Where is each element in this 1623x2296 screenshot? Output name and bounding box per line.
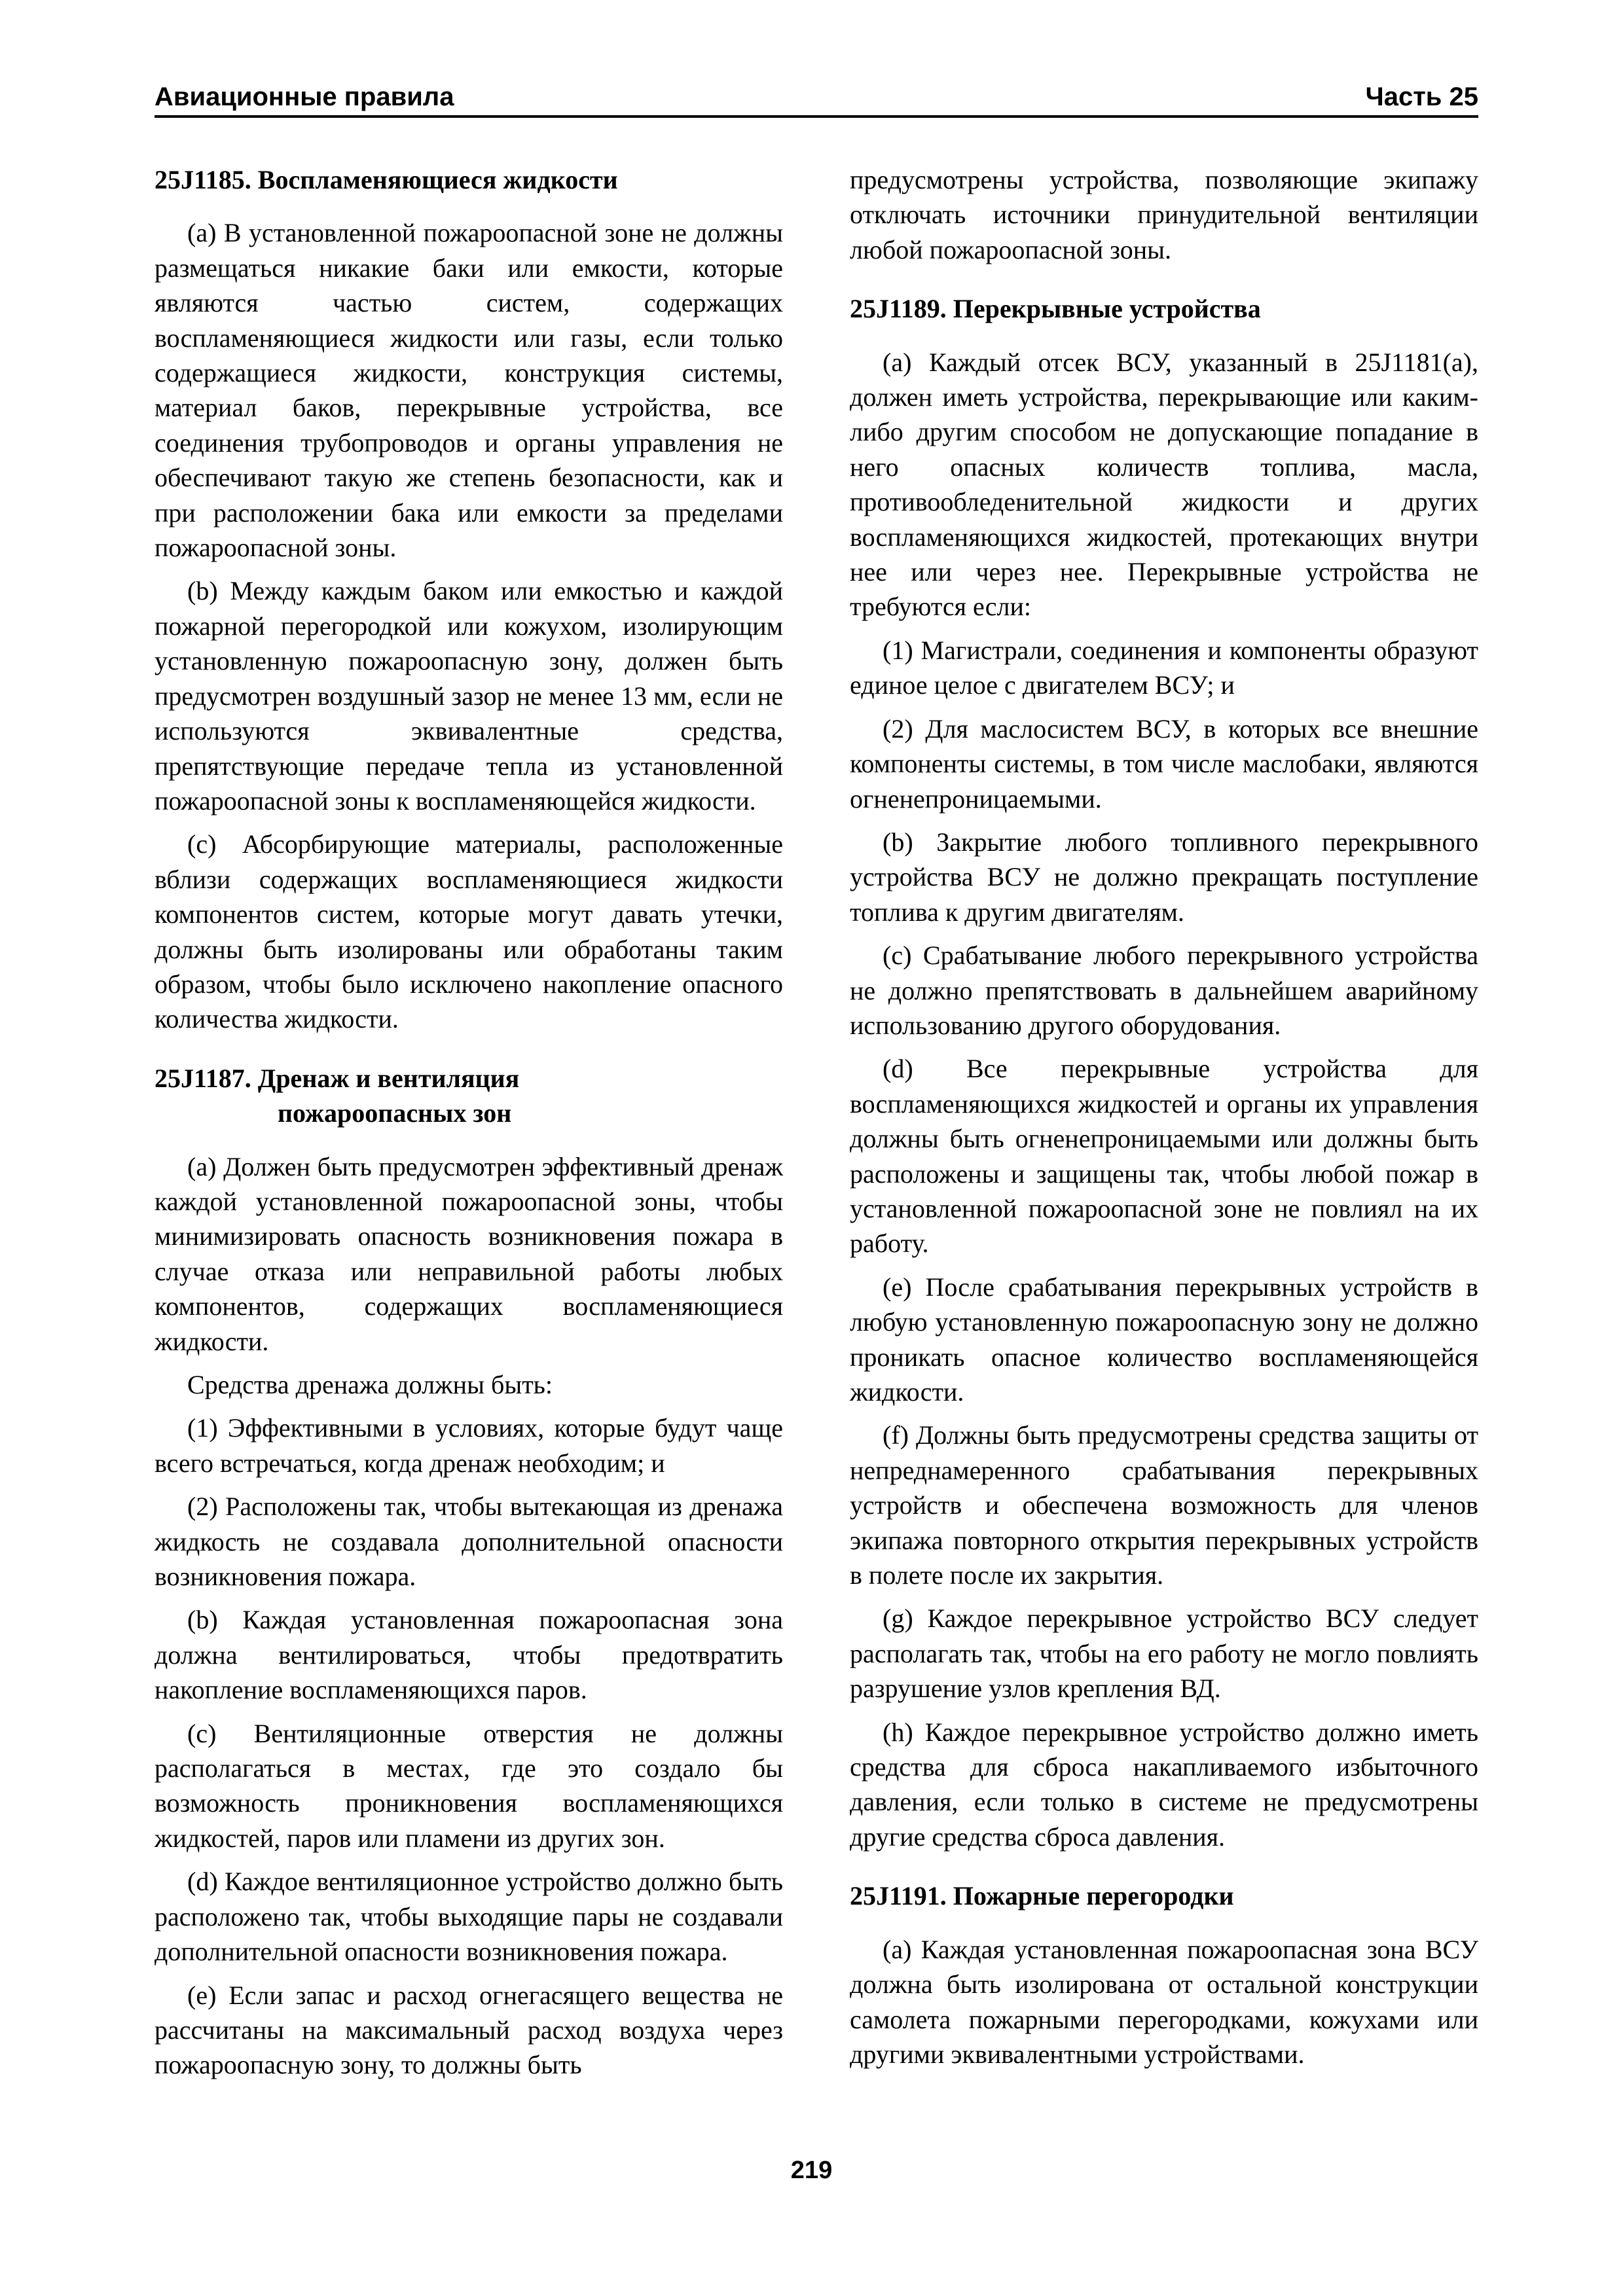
paragraph-1187-e-continued: предусмотрены устройства, позволяющие экипажу отключать источники принудительной вентиляции любой пожароопасной зоны. bbox=[850, 165, 1478, 264]
left-column bbox=[155, 162, 783, 2091]
paragraph-1189-a1: (1) Магистрали, соединения и компоненты образуют единое целое с двигателем ВСУ; и bbox=[850, 635, 1478, 700]
section-heading-25j1187 bbox=[155, 1061, 783, 1131]
paragraph-1189-a2: (2) Для маслосистем ВСУ, в которых все внешние компоненты системы, в том числе маслобаки, являются огненепроницаемыми. bbox=[850, 713, 1478, 814]
paragraph-1189-b: (b) Закрытие любого топливного перекрывного устройства ВСУ не должно прекращать поступление топлива к другим двигателям. bbox=[850, 827, 1478, 927]
paragraph-1189-c: (c) Срабатывание любого перекрывного устройства не должно препятствовать в дальнейшем аварийному использованию другого оборудования. bbox=[850, 941, 1478, 1040]
paragraph-1189-h: (h) Каждое перекрывное устройство должно иметь средства для сброса накапливаемого избыточного давления, если только в системе не предусмотрены другие средства сброса давления. bbox=[850, 1717, 1478, 1852]
heading-1187-line1: 25J1187. Дренаж и вентиляция bbox=[155, 1063, 520, 1093]
page-header bbox=[155, 77, 1478, 118]
paragraph-1185-b: (b) Между каждым баком или емкостью и каждой пожарной перегородкой или кожухом, изолирующим установленную пожароопасную зону, должен быть предусмотрен воздушный зазор не менее 13 мм, если не используются эквивалентные средства, препятствующие передаче тепла из установленной пожароопасной зоны к воспламеняющейся жидкости. bbox=[155, 576, 783, 816]
header-part: Часть 25 bbox=[1365, 82, 1478, 111]
paragraph-1189-d: (d) Все перекрывные устройства для воспламеняющихся жидкостей и органы их управления должны быть огненепроницаемыми или должны быть расположены и защищены так, чтобы любой пожар в установленной пожароопасной зоне не повлиял на их работу. bbox=[850, 1054, 1478, 1259]
page-number: 219 bbox=[790, 2157, 833, 2184]
paragraph-1187-a2: (2) Расположены так, чтобы вытекающая из дренажа жидкость не создавала дополнительной опасности возникновения пожара. bbox=[155, 1492, 783, 1592]
paragraph-1191-a: (a) Каждая установленная пожароопасная зона ВСУ должна быть изолирована от остальной конструкции самолета пожарными перегородками, кожухами или другими эквивалентными устройствами. bbox=[850, 1934, 1478, 2069]
section-heading-25j1185: 25J1185. Воспламеняющиеся жидкости bbox=[155, 165, 618, 194]
header-title: Авиационные правила bbox=[155, 82, 454, 111]
paragraph-1187-d: (d) Каждое вентиляционное устройство должно быть расположено так, чтобы выходящие пары не создавали дополнительной опасности возникновения пожара. bbox=[155, 1867, 783, 1967]
section-heading-25j1189: 25J1189. Перекрывные устройства bbox=[850, 294, 1261, 324]
paragraph-1189-f: (f) Должны быть предусмотрены средства защиты от непреднамеренного срабатывания перекрывных устройств и обеспечена возможность для членов экипажа повторного открытия перекрывных устройств в полете после их закрытия. bbox=[850, 1420, 1478, 1590]
right-column bbox=[850, 162, 1478, 2080]
paragraph-1189-a: (a) Каждый отсек ВСУ, указанный в 25J1181(a), должен иметь устройства, перекрывающие или каким-либо другим способом не допускающие попадание в него опасных количеств топлива, масла, противообледенительной жидкости и других воспламеняющихся жидкостей, протекающих внутри нее или через нее. Перекрывные устройства не требуются если: bbox=[850, 347, 1478, 622]
paragraph-1189-g: (g) Каждое перекрывное устройство ВСУ следует располагать так, чтобы на его работу не могло повлиять разрушение узлов крепления ВД. bbox=[850, 1604, 1478, 1704]
paragraph-1187-b: (b) Каждая установленная пожароопасная зона должна вентилироваться, чтобы предотвратить накопление воспламеняющихся паров. bbox=[155, 1605, 783, 1705]
paragraph-1187-a: (a) Должен быть предусмотрен эффективный дренаж каждой установленной пожароопасной зоны, чтобы минимизировать опасность возникновения пожара в случае отказа или неправильной работы любых компонентов, содержащих воспламеняющиеся жидкости. bbox=[155, 1151, 783, 1356]
paragraph-1187-a1: (1) Эффективными в условиях, которые будут чаще всего встречаться, когда дренаж необходим; и bbox=[155, 1413, 783, 1478]
paragraph-1187-drain-intro: Средства дренажа должны быть: bbox=[187, 1370, 553, 1399]
paragraph-1187-c: (c) Вентиляционные отверстия не должны располагаться в местах, где это создало бы возможность проникновения воспламеняющихся жидкостей, паров или пламени из других зон. bbox=[155, 1718, 783, 1853]
paragraph-1185-c: (c) Абсорбирующие материалы, расположенные вблизи содержащих воспламеняющиеся жидкости компонентов систем, которые могут давать утечки, должны быть изолированы или обработаны таким образом, чтобы было исключено накопление опасного количества жидкости. bbox=[155, 829, 783, 1034]
paragraph-1189-e: (e) После срабатывания перекрывных устройств в любую установленную пожароопасную зону не должно проникать опасное количество воспламеняющейся жидкости. bbox=[850, 1272, 1478, 1407]
paragraph-1185-a: (a) В установленной пожароопасной зоне не должны размещаться никакие баки или емкости, которые являются частью систем, содержащих воспламеняющиеся жидкости или газы, если только содержащиеся жидкости, конструкция системы, материал баков, перекрывные устройства, все соединения трубопроводов и органы управления не обеспечивают такую же степень безопасности, как и при расположении бака или емкости за пределами пожароопасной зоны. bbox=[155, 218, 783, 563]
paragraph-1187-e: (e) Если запас и расход огнегасящего вещества не рассчитаны на максимальный расход воздуха через пожароопасную зону, то должны быть bbox=[155, 1980, 783, 2080]
heading-1187-line2: пожароопасных зон bbox=[278, 1098, 512, 1128]
section-heading-25j1191: 25J1191. Пожарные перегородки bbox=[850, 1881, 1234, 1911]
